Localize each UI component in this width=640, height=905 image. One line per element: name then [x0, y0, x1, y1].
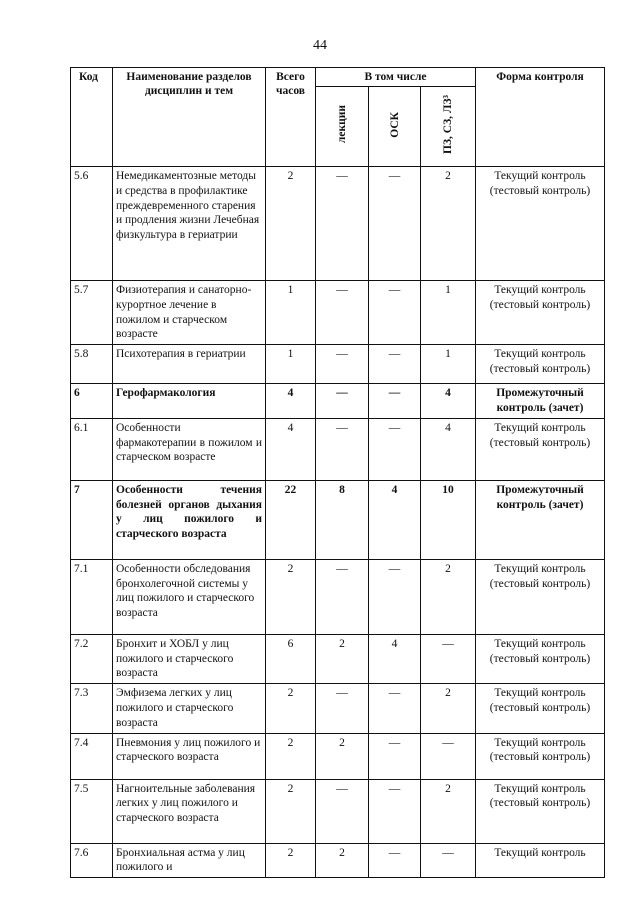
curriculum-table — [70, 67, 605, 878]
row-osk: — — [369, 733, 421, 779]
table-row — [71, 843, 605, 878]
row-code: 5.7 — [71, 281, 113, 345]
row-control: Текущий контроль (тестовый контроль) — [476, 684, 605, 733]
row-osk: 4 — [369, 480, 421, 559]
row-lectures: — — [316, 559, 369, 634]
row-total: 22 — [266, 480, 316, 559]
row-lectures: 2 — [316, 733, 369, 779]
row-pz: — — [421, 634, 476, 683]
row-total: 2 — [266, 733, 316, 779]
row-lectures: 8 — [316, 480, 369, 559]
row-name: Бронхит и ХОБЛ у лиц пожилого и старческого возраста — [113, 634, 266, 683]
row-name: Особенности фармакотерапии в пожилом и старческом возрасте — [113, 418, 266, 480]
row-code: 5.8 — [71, 345, 113, 384]
row-name: Бронхиальная астма у лиц пожилого и — [113, 843, 266, 878]
header-control: Форма контроля — [476, 68, 605, 167]
row-control: Текущий контроль (тестовый контроль) — [476, 733, 605, 779]
row-total: 2 — [266, 167, 316, 281]
row-name: Физиотерапия и санаторно-курортное лечение в пожилом и старческом возрасте — [113, 281, 266, 345]
row-name: Герофармакология — [113, 384, 266, 419]
row-total: 1 — [266, 281, 316, 345]
row-pz: 2 — [421, 684, 476, 733]
row-pz: — — [421, 733, 476, 779]
row-total: 4 — [266, 384, 316, 419]
row-osk: 4 — [369, 634, 421, 683]
row-control: Текущий контроль (тестовый контроль) — [476, 345, 605, 384]
row-pz: — — [421, 843, 476, 878]
table-row — [71, 559, 605, 634]
table-row — [71, 281, 605, 345]
header-lectures: лекции — [316, 87, 369, 167]
row-code: 7.2 — [71, 634, 113, 683]
table-row — [71, 480, 605, 559]
row-osk: — — [369, 345, 421, 384]
table-row — [71, 779, 605, 843]
row-osk: — — [369, 384, 421, 419]
row-lectures: — — [316, 281, 369, 345]
header-osk: ОСК — [369, 87, 421, 167]
table-row — [71, 418, 605, 480]
header-including: В том числе — [316, 68, 476, 87]
row-pz: 1 — [421, 345, 476, 384]
row-pz: 4 — [421, 418, 476, 480]
row-pz: 4 — [421, 384, 476, 419]
table-row — [71, 167, 605, 281]
row-lectures: — — [316, 418, 369, 480]
row-name: Особенности обследования бронхолегочной системы у лиц пожилого и старческого возраста — [113, 559, 266, 634]
row-lectures: — — [316, 684, 369, 733]
row-osk: — — [369, 684, 421, 733]
row-pz: 2 — [421, 167, 476, 281]
table-row — [71, 384, 605, 419]
row-name: Особенности течения болезней органов дыхания у лиц пожилого и старческого возраста — [113, 480, 266, 559]
row-control: Текущий контроль (тестовый контроль) — [476, 779, 605, 843]
row-code: 6 — [71, 384, 113, 419]
row-lectures: — — [316, 345, 369, 384]
row-code: 6.1 — [71, 418, 113, 480]
header-code: Код — [71, 68, 113, 167]
row-code: 7.3 — [71, 684, 113, 733]
row-control: Текущий контроль (тестовый контроль) — [476, 281, 605, 345]
row-osk: — — [369, 779, 421, 843]
row-name: Эмфизема легких у лиц пожилого и старческого возраста — [113, 684, 266, 733]
row-pz: 2 — [421, 559, 476, 634]
row-total: 4 — [266, 418, 316, 480]
table-row — [71, 634, 605, 683]
page-number: 44 — [313, 38, 327, 53]
row-osk: — — [369, 559, 421, 634]
row-total: 2 — [266, 684, 316, 733]
row-code: 7.4 — [71, 733, 113, 779]
row-control: Текущий контроль (тестовый контроль) — [476, 634, 605, 683]
row-total: 2 — [266, 559, 316, 634]
row-lectures: — — [316, 384, 369, 419]
row-total: 6 — [266, 634, 316, 683]
header-name: Наименование разделов дисциплин и тем — [113, 68, 266, 167]
row-osk: — — [369, 843, 421, 878]
row-total: 2 — [266, 779, 316, 843]
row-pz: 2 — [421, 779, 476, 843]
row-control: Текущий контроль (тестовый контроль) — [476, 418, 605, 480]
row-lectures: — — [316, 167, 369, 281]
table-row — [71, 684, 605, 733]
row-code: 7.5 — [71, 779, 113, 843]
row-control: Промежуточный контроль (зачет) — [476, 384, 605, 419]
row-code: 5.6 — [71, 167, 113, 281]
header-pz: ПЗ, СЗ, ЛЗ³ — [421, 87, 476, 167]
row-lectures: 2 — [316, 634, 369, 683]
row-code: 7.6 — [71, 843, 113, 878]
row-pz: 10 — [421, 480, 476, 559]
row-name: Пневмония у лиц пожилого и старческого возраста — [113, 733, 266, 779]
row-code: 7 — [71, 480, 113, 559]
header-total: Всего часов — [266, 68, 316, 167]
row-lectures: — — [316, 779, 369, 843]
row-name: Нагноительные заболевания легких у лиц пожилого и старческого возраста — [113, 779, 266, 843]
table-row — [71, 733, 605, 779]
row-control: Текущий контроль (тестовый контроль) — [476, 167, 605, 281]
row-osk: — — [369, 418, 421, 480]
row-control: Текущий контроль (тестовый контроль) — [476, 559, 605, 634]
row-osk: — — [369, 167, 421, 281]
row-code: 7.1 — [71, 559, 113, 634]
row-lectures: 2 — [316, 843, 369, 878]
row-pz: 1 — [421, 281, 476, 345]
row-name: Немедикаментозные методы и средства в профилактике преждевременного старения и продления жизни Лечебная физкультура в гериатрии — [113, 167, 266, 281]
row-control: Текущий контроль — [476, 843, 605, 878]
row-control: Промежуточный контроль (зачет) — [476, 480, 605, 559]
row-name: Психотерапия в гериатрии — [113, 345, 266, 384]
row-total: 2 — [266, 843, 316, 878]
row-osk: — — [369, 281, 421, 345]
table-row — [71, 345, 605, 384]
row-total: 1 — [266, 345, 316, 384]
